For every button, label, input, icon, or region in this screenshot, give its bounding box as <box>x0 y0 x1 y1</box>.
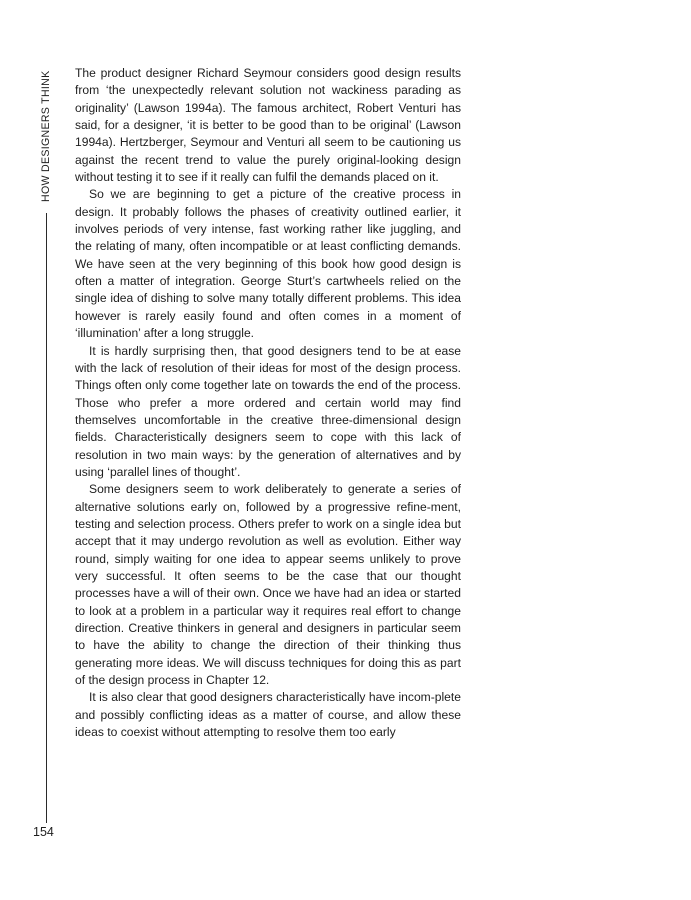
margin-rule <box>46 213 47 823</box>
paragraph-1: The product designer Richard Seymour considers good design results from ‘the unexpectedly relevant solution not wackiness parading as originality’ (Lawson 1994a). The famous architect, Robert Venturi has said, for a designer, ‘it is better to be good than to be original’ (Lawson 1994a). Hertzberger, Seymour and Venturi all seem to be cautioning us against the recent trend to value the purely original-looking design without testing it to see if it really can fulfil the demands placed on it. <box>75 66 461 185</box>
body-text <box>75 65 461 741</box>
paragraph-4: Some designers seem to work deliberately to generate a series of alternative solutions early on, followed by a progressive refine-ment, testing and selection process. Others prefer to work on a single idea but accept that it may undergo revolution as well as evolution. Either way round, simply waiting for one idea to appear seems unlikely to prove very successful. It often seems to be the case that our thought processes have a will of their own. Once we have had an idea or started to look at a problem in a particular way it requires real effort to change direction. Creative thinkers in general and designers in particular seem to have the ability to change the direction of their thinking thus generating more ideas. We will discuss techniques for doing this as part of the design process in Chapter 12. <box>75 482 461 688</box>
paragraph-5: It is also clear that good designers characteristically have incom-plete and possibly conflicting ideas as a matter of course, and allow these ideas to coexist without attempting to resolve them too early <box>75 690 461 740</box>
page-number: 154 <box>33 825 54 839</box>
paragraph-3: It is hardly surprising then, that good designers tend to be at ease with the lack of resolution of their ideas for most of the design process. Things often only come together late on towards the end of the process. Those who prefer a more ordered and certain world may find themselves uncomfortable in the creative three-dimensional design fields. Characteristically designers seem to cope with this lack of resolution in two main ways: by the generation of alternatives and by using ‘parallel lines of thought’. <box>75 343 461 479</box>
running-head: HOW DESIGNERS THINK <box>40 70 52 202</box>
paragraph-2: So we are beginning to get a picture of the creative process in design. It probably follows the phases of creativity outlined earlier, it involves periods of very intense, fast working rather like juggling, and the relating of many, often incompatible or at least conflicting demands. We have seen at the very beginning of this book how good design is often a matter of integration. George Sturt’s cartwheels relied on the single idea of dishing to solve many totally different problems. This idea however is rarely easily found and often comes in a moment of ‘illumination’ after a long struggle. <box>75 187 461 341</box>
